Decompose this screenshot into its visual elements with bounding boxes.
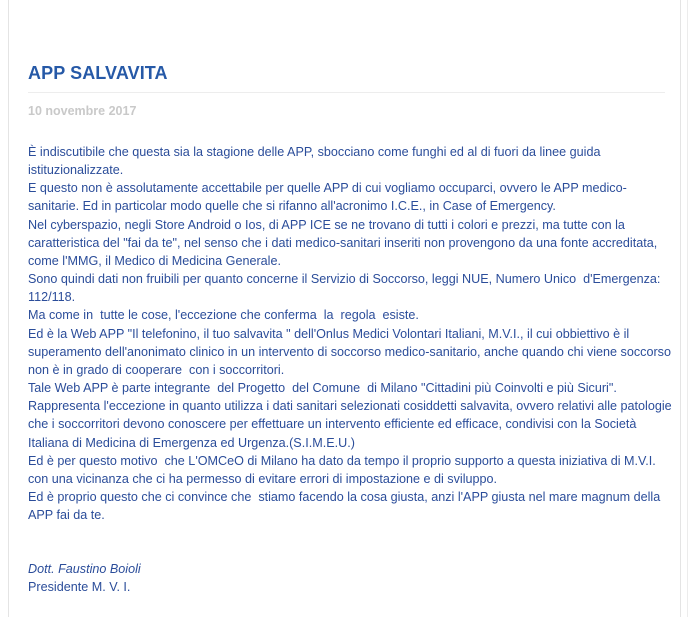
signature-role: Presidente M. V. I. <box>28 580 131 595</box>
page-scrollbar[interactable] <box>687 0 697 617</box>
article-title: APP SALVAVITA <box>28 63 168 83</box>
paragraph: Sono quindi dati non fruibili per quanto concerne il Servizio di Soccorso, leggi NUE, Numero Unico d'Emergenza: 112/118. <box>28 272 664 305</box>
paragraph: Nel cyberspazio, negli Store Android o Ios, di APP ICE se ne trovano di tutti i colori e prezzi, ma tutte con la caratteristica del "fai da te", nel senso che i dati medico-sanitari inseriti non provengono da una fonte accreditata, come l'MMG, il Medico di Medicina Generale. <box>28 217 661 268</box>
title-divider <box>28 92 665 93</box>
paragraph: Ed è per questo motivo che L'OMCeO di Milano ha dato da tempo il proprio supporto a questa iniziativa di M.V.I. con una vicinanza che ci ha permesso di evitare errori di impostazione e di sviluppo. <box>28 453 660 486</box>
signature-name: Dott. Faustino Boioli <box>28 562 141 576</box>
paragraph: Rappresenta l'eccezione in quanto utilizza i dati sanitari selezionati cosiddetti salvavita, ovvero relativi alle patologie che i soccorritori devono conoscere per effettuare un intervento efficiente ed efficace, condivisi con la Società Italiana di Medicina di Emergenza ed Urgenza.(S.I.M.E.U.) <box>28 399 676 450</box>
paragraph: È indiscutibile che questa sia la stagione delle APP, sbocciano come funghi ed al di fuori da linee guida istituzionalizzate. <box>28 145 604 178</box>
paragraph: Ed è la Web APP "Il telefonino, il tuo salvavita " dell'Onlus Medici Volontari Italiani, M.V.I., il cui obbiettivo è il superamento dell'anonimato clinico in un intervento di soccorso medico-sanitario, anche quando chi viene soccorso non è in grado di cooperare con i soccorritori. <box>28 326 675 377</box>
signature-block <box>28 560 141 596</box>
article-body <box>28 143 676 524</box>
article-date: 10 novembre 2017 <box>28 104 137 118</box>
paragraph: Ma come in tutte le cose, l'eccezione che conferma la regola esiste. <box>28 308 419 323</box>
paragraph: Ed è proprio questo che ci convince che stiamo facendo la cosa giusta, anzi l'APP giusta nel mare magnum della APP fai da te. <box>28 489 664 523</box>
article-card <box>8 0 681 617</box>
paragraph: Tale Web APP è parte integrante del Progetto del Comune di Milano "Cittadini più Coinvolti e più Sicuri". <box>28 381 617 396</box>
paragraph: E questo non è assolutamente accettabile per quelle APP di cui vogliamo occuparci, ovvero le APP medico-sanitarie. Ed in particolar modo quelle che si rifanno all'acronimo I.C.E., in Case of Emergency. <box>28 181 627 214</box>
